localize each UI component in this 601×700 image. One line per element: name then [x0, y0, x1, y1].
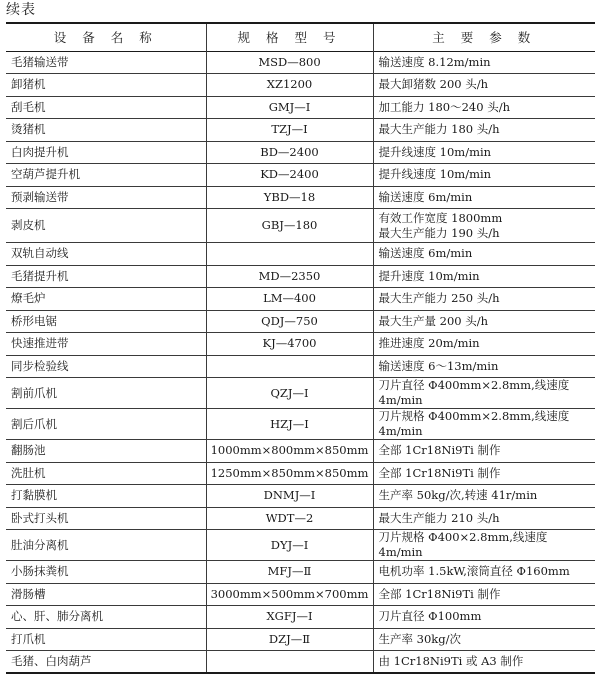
table-row: [6, 310, 595, 333]
param-line: 最大卸猪数 200 头/h: [378, 77, 489, 92]
table-row: [6, 288, 595, 311]
main-params-cell: [373, 96, 595, 119]
equipment-name-cell: 剥皮机: [11, 218, 46, 232]
main-params-cell: [373, 561, 595, 584]
main-params-cell: [373, 288, 595, 311]
main-params-cell: [373, 507, 595, 530]
table-row: [6, 333, 595, 356]
table-row: [6, 651, 595, 674]
param-line: 推进速度 20m/min: [378, 336, 480, 351]
main-params-cell: [373, 310, 595, 333]
equipment-name-cell: 桥形电锯: [11, 313, 57, 328]
model-spec-cell: 3000mm×500mm×700mm: [206, 583, 373, 606]
main-params-cell: [373, 141, 595, 164]
param-line: 刀片直径 Φ100mm: [378, 609, 482, 624]
param-line: 生产率 50kg/次,转速 41r/min: [378, 488, 538, 503]
table-row: [6, 96, 595, 119]
param-line: 全部 1Cr18Ni9Ti 制作: [378, 586, 501, 601]
header-main-params: 主 要 参 数: [373, 23, 595, 51]
main-params-cell: [373, 485, 595, 508]
model-spec-cell: LM—400: [206, 288, 373, 311]
model-spec-cell: 1000mm×800mm×850mm: [206, 440, 373, 463]
table-row: [6, 265, 595, 288]
main-params-cell: [373, 186, 595, 209]
param-line: 提升线速度 10m/min: [378, 167, 492, 182]
table-row: [6, 141, 595, 164]
model-spec-cell: QDJ—750: [206, 310, 373, 333]
param-line: 刀片直径 Φ400mm×2.8mm,线速度 4m/min: [378, 378, 570, 407]
table-caption: 续表: [6, 2, 36, 18]
table-row: [6, 119, 595, 142]
param-line: 输送速度 8.12m/min: [378, 54, 491, 69]
main-params-cell: [373, 440, 595, 463]
equipment-name-cell: 小肠抹粪机: [11, 564, 69, 579]
equipment-name-cell: 烫猪机: [11, 122, 46, 137]
param-line: 刀片规格 Φ400mm×2.8mm,线速度 4m/min: [378, 409, 570, 438]
param-line: 提升线速度 10m/min: [378, 144, 492, 159]
equipment-name-cell: 翻肠池: [11, 443, 46, 458]
param-line: 刀片规格 Φ400×2.8mm,线速度 4m/min: [378, 530, 548, 559]
param-line: 最大生产能力 180 头/h: [378, 122, 500, 137]
model-spec-cell: XGFJ—Ⅰ: [206, 606, 373, 629]
model-spec-cell: DYJ—Ⅰ: [206, 530, 373, 561]
equipment-name-cell: 快速推进带: [11, 336, 69, 351]
equipment-name-cell: 预剥输送带: [11, 189, 69, 204]
equipment-name-cell: 毛猪输送带: [11, 54, 69, 69]
table-row: [6, 209, 595, 243]
table-header-row: [6, 23, 595, 51]
param-line: 全部 1Cr18Ni9Ti 制作: [378, 465, 501, 480]
model-spec-cell: [206, 355, 373, 378]
table-row: [6, 606, 595, 629]
table-row: [6, 440, 595, 463]
table-row: [6, 530, 595, 561]
model-spec-cell: KD—2400: [206, 164, 373, 187]
model-spec-cell: HZJ—Ⅰ: [206, 409, 373, 440]
header-model-spec: 规 格 型 号: [206, 23, 373, 51]
table-body: [6, 51, 595, 673]
model-spec-cell: WDT—2: [206, 507, 373, 530]
table-row: [6, 164, 595, 187]
main-params-cell: [373, 51, 595, 74]
equipment-name-cell: 同步检验线: [11, 358, 69, 373]
table-row: [6, 628, 595, 651]
model-spec-cell: TZJ—Ⅰ: [206, 119, 373, 142]
param-line: 电机功率 1.5kW,滚筒直径 Φ160mm: [378, 564, 570, 579]
equipment-name-cell: 割前爪机: [11, 385, 57, 400]
table-row: [6, 186, 595, 209]
table-row: [6, 355, 595, 378]
equipment-name-cell: 打黏膜机: [11, 488, 57, 503]
main-params-cell: [373, 74, 595, 97]
model-spec-cell: BD—2400: [206, 141, 373, 164]
equipment-name-cell: 双轨自动线: [11, 246, 69, 261]
param-line: 输送速度 6～13m/min: [378, 358, 499, 373]
param-line: 由 1Cr18Ni9Ti 或 A3 制作: [378, 654, 524, 668]
equipment-name-cell: 毛猪、白肉葫芦: [11, 654, 92, 668]
model-spec-cell: [206, 243, 373, 266]
model-spec-cell: MD—2350: [206, 265, 373, 288]
model-spec-cell: 1250mm×850mm×850mm: [206, 462, 373, 485]
param-line: 提升速度 10m/min: [378, 268, 480, 283]
main-params-cell: [373, 265, 595, 288]
model-spec-cell: XZ1200: [206, 74, 373, 97]
equipment-name-cell: 白肉提升机: [11, 144, 69, 159]
main-params-cell: [373, 462, 595, 485]
equipment-name-cell: 打爪机: [11, 631, 46, 646]
model-spec-cell: YBD—18: [206, 186, 373, 209]
equipment-name-cell: 卸猪机: [11, 77, 46, 92]
table-row: [6, 507, 595, 530]
model-spec-cell: MFJ—Ⅱ: [206, 561, 373, 584]
param-line: 最大生产量 200 头/h: [378, 313, 489, 328]
param-line: 加工能力 180～240 头/h: [378, 99, 510, 114]
param-line: 全部 1Cr18Ni9Ti 制作: [378, 443, 501, 458]
model-spec-cell: DZJ—Ⅱ: [206, 628, 373, 651]
table-row: [6, 243, 595, 266]
equipment-name-cell: 心、肝、肺分离机: [11, 609, 103, 624]
equipment-name-cell: 肚油分离机: [11, 537, 69, 552]
main-params-cell: [373, 606, 595, 629]
main-params-cell: [373, 119, 595, 142]
equipment-spec-table: [6, 22, 595, 674]
param-line: 输送速度 6m/min: [378, 189, 473, 204]
header-equipment-name: 设 备 名 称: [53, 30, 158, 46]
main-params-cell: [373, 378, 595, 409]
table-row: [6, 462, 595, 485]
table-row: [6, 561, 595, 584]
model-spec-cell: QZJ—Ⅰ: [206, 378, 373, 409]
param-line: 最大生产能力 190 头/h: [378, 225, 500, 240]
equipment-name-cell: 滑肠槽: [11, 586, 46, 601]
equipment-name-cell: 卧式打头机: [11, 510, 69, 525]
model-spec-cell: MSD—800: [206, 51, 373, 74]
main-params-cell: [373, 243, 595, 266]
model-spec-cell: [206, 651, 373, 674]
main-params-cell: [373, 628, 595, 651]
main-params-cell: [373, 333, 595, 356]
param-line: 生产率 30kg/次: [378, 631, 461, 646]
main-params-cell: [373, 583, 595, 606]
param-line: 有效工作宽度 1800mm: [378, 210, 503, 225]
main-params-cell: [373, 409, 595, 440]
table-row: [6, 51, 595, 74]
table-row: [6, 378, 595, 409]
main-params-cell: [373, 530, 595, 561]
main-params-cell: [373, 164, 595, 187]
main-params-cell: [373, 651, 595, 674]
equipment-name-cell: 空葫芦提升机: [11, 167, 80, 182]
param-line: 输送速度 6m/min: [378, 246, 473, 261]
table-row: [6, 485, 595, 508]
model-spec-cell: GMJ—Ⅰ: [206, 96, 373, 119]
param-line: 最大生产能力 210 头/h: [378, 510, 500, 525]
equipment-name-cell: 割后爪机: [11, 416, 57, 431]
param-line: 最大生产能力 250 头/h: [378, 291, 500, 306]
equipment-name-cell: 洗肚机: [11, 465, 46, 480]
model-spec-cell: KJ—4700: [206, 333, 373, 356]
equipment-name-cell: 燎毛炉: [11, 291, 46, 306]
main-params-cell: [373, 355, 595, 378]
model-spec-cell: GBJ—180: [206, 209, 373, 243]
equipment-name-cell: 刮毛机: [11, 99, 46, 114]
table-row: [6, 583, 595, 606]
table-row: [6, 74, 595, 97]
main-params-cell: [373, 209, 595, 243]
equipment-name-cell: 毛猪提升机: [11, 268, 69, 283]
table-row: [6, 409, 595, 440]
model-spec-cell: DNMJ—Ⅰ: [206, 485, 373, 508]
